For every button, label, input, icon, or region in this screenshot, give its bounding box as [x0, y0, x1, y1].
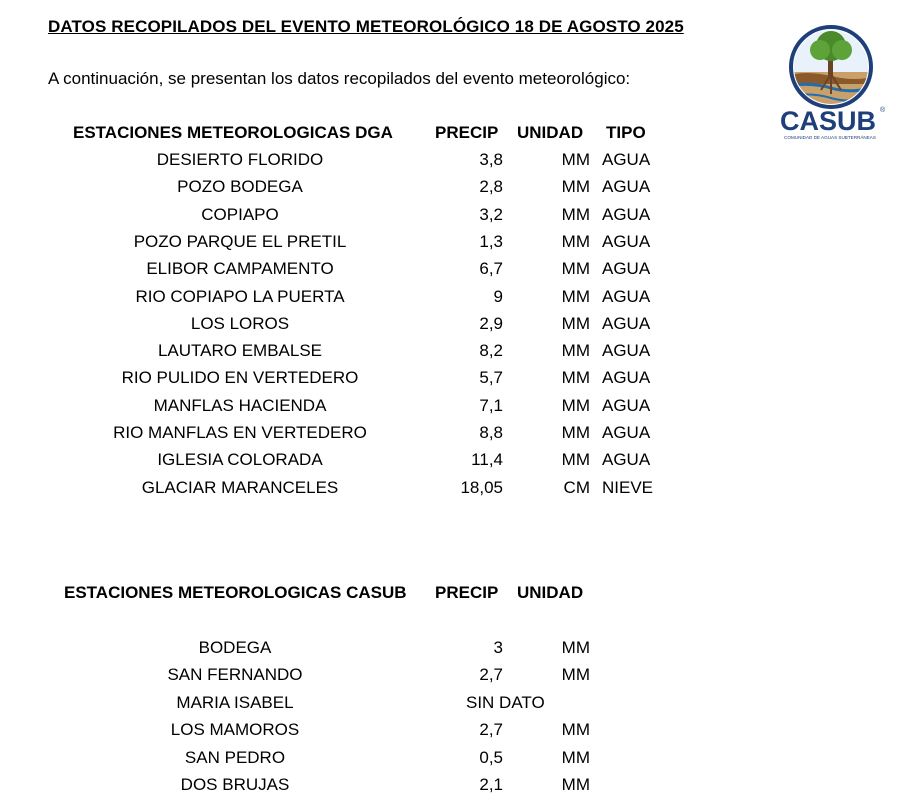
- unit-value: MM: [561, 177, 590, 197]
- type-value: AGUA: [602, 450, 651, 470]
- unit-value: MM: [561, 423, 590, 442]
- dga-header-unit: UNIDAD: [517, 123, 584, 142]
- type-value: AGUA: [602, 313, 651, 333]
- table-row: [0, 665, 923, 692]
- station-name: COPIAPO: [201, 204, 279, 224]
- unit-value: MM: [561, 368, 590, 388]
- precip-value: 3,8: [479, 150, 503, 169]
- precip-value: 1,3: [479, 231, 503, 251]
- type-value: AGUA: [602, 395, 651, 415]
- unit-value: MM: [561, 313, 590, 333]
- intro-text: A continuación, se presentan los datos recopilados del evento meteorológico:: [48, 69, 631, 88]
- station-name: DESIERTO FLORIDO: [156, 150, 324, 169]
- table-row: [0, 720, 923, 747]
- unit-value: MM: [561, 638, 590, 657]
- station-name: IGLESIA COLORADA: [157, 450, 323, 470]
- type-value: AGUA: [602, 231, 651, 251]
- unit-value: MM: [561, 341, 590, 361]
- casub-header-unit: UNIDAD: [517, 583, 584, 602]
- type-value: AGUA: [602, 423, 651, 442]
- station-name: GLACIAR MARANCELES: [141, 477, 339, 497]
- table-row: [0, 368, 923, 395]
- precip-value: 0,5: [479, 747, 503, 767]
- unit-value: MM: [561, 259, 590, 279]
- table-row: [0, 450, 923, 477]
- station-name: RIO PULIDO EN VERTEDERO: [121, 368, 359, 388]
- table-row: [0, 177, 923, 204]
- station-name: POZO BODEGA: [177, 177, 303, 197]
- unit-value: MM: [561, 204, 590, 224]
- precip-value: 11,4: [471, 450, 503, 470]
- type-value: NIEVE: [602, 477, 654, 497]
- station-name: POZO PARQUE EL PRETIL: [133, 231, 347, 251]
- no-data-value: SIN DATO: [466, 692, 545, 712]
- table-row: [0, 423, 923, 450]
- logo-wordmark: CASUB: [779, 106, 877, 136]
- precip-value: 2,7: [479, 720, 503, 740]
- station-name: RIO COPIAPO LA PUERTA: [135, 286, 345, 306]
- type-value: AGUA: [602, 150, 651, 169]
- precip-value: 8,2: [479, 341, 503, 361]
- table-row: [0, 341, 923, 368]
- type-value: AGUA: [602, 204, 651, 224]
- table-row: [0, 287, 923, 314]
- casub-logo: [776, 24, 886, 146]
- dga-header-station: ESTACIONES METEOROLOGICAS DGA: [73, 123, 393, 142]
- unit-value: MM: [561, 720, 590, 740]
- precip-value: 2,1: [479, 775, 503, 794]
- station-name: DOS BRUJAS: [180, 775, 290, 794]
- casub-header-station: ESTACIONES METEOROLOGICAS CASUB: [64, 583, 407, 602]
- precip-value: 6,7: [479, 259, 503, 279]
- table-row: [0, 693, 923, 720]
- unit-value: MM: [561, 395, 590, 415]
- unit-value: MM: [561, 231, 590, 251]
- table-row: [0, 748, 923, 775]
- table-row: [0, 638, 923, 665]
- unit-value: MM: [561, 775, 590, 794]
- document-title: DATOS RECOPILADOS DEL EVENTO METEOROLÓGICO 18 DE AGOSTO 2025: [48, 17, 684, 36]
- logo-subtitle: COMUNIDAD DE AGUAS SUBTERRÁNEAS: [784, 135, 876, 140]
- unit-value: MM: [561, 450, 590, 470]
- dga-header-type: TIPO: [606, 123, 646, 142]
- precip-value: 3,2: [479, 204, 503, 224]
- table-row: [0, 396, 923, 423]
- type-value: AGUA: [602, 259, 651, 279]
- unit-value: MM: [561, 747, 590, 767]
- logo-registered-mark: ®: [880, 107, 886, 114]
- station-name: LOS MAMOROS: [170, 720, 300, 740]
- unit-value: MM: [561, 150, 590, 169]
- casub-header-precip: PRECIP: [435, 583, 499, 602]
- station-name: RIO MANFLAS EN VERTEDERO: [113, 423, 367, 442]
- table-row: [0, 259, 923, 286]
- station-name: SAN PEDRO: [184, 747, 286, 767]
- unit-value: CM: [563, 477, 590, 497]
- table-row: [0, 205, 923, 232]
- type-value: AGUA: [602, 286, 651, 306]
- dga-header-precip: PRECIP: [435, 123, 499, 142]
- type-value: AGUA: [602, 368, 651, 388]
- table-row: [0, 775, 923, 802]
- station-name: LAUTARO EMBALSE: [157, 341, 323, 361]
- table-row: [0, 150, 923, 177]
- station-name: SAN FERNANDO: [167, 665, 303, 685]
- station-name: MARIA ISABEL: [176, 692, 294, 712]
- precip-value: 2,9: [479, 313, 503, 333]
- station-name: LOS LOROS: [190, 313, 290, 333]
- unit-value: MM: [561, 665, 590, 685]
- precip-value: 2,8: [479, 177, 503, 197]
- table-row: [0, 232, 923, 259]
- precip-value: 8,8: [479, 423, 503, 442]
- table-row: [0, 314, 923, 341]
- precip-value: 5,7: [479, 368, 503, 388]
- station-name: MANFLAS HACIENDA: [153, 395, 327, 415]
- precip-value: 2,7: [479, 665, 503, 685]
- precip-value: 3: [493, 638, 503, 657]
- table-row: [0, 478, 923, 505]
- station-name: BODEGA: [198, 638, 272, 657]
- unit-value: MM: [561, 286, 590, 306]
- type-value: AGUA: [602, 177, 651, 197]
- station-name: ELIBOR CAMPAMENTO: [146, 259, 334, 279]
- precip-value: 18,05: [460, 477, 503, 497]
- type-value: AGUA: [602, 341, 651, 361]
- precip-value: 7,1: [479, 395, 503, 415]
- precip-value: 9: [493, 286, 503, 306]
